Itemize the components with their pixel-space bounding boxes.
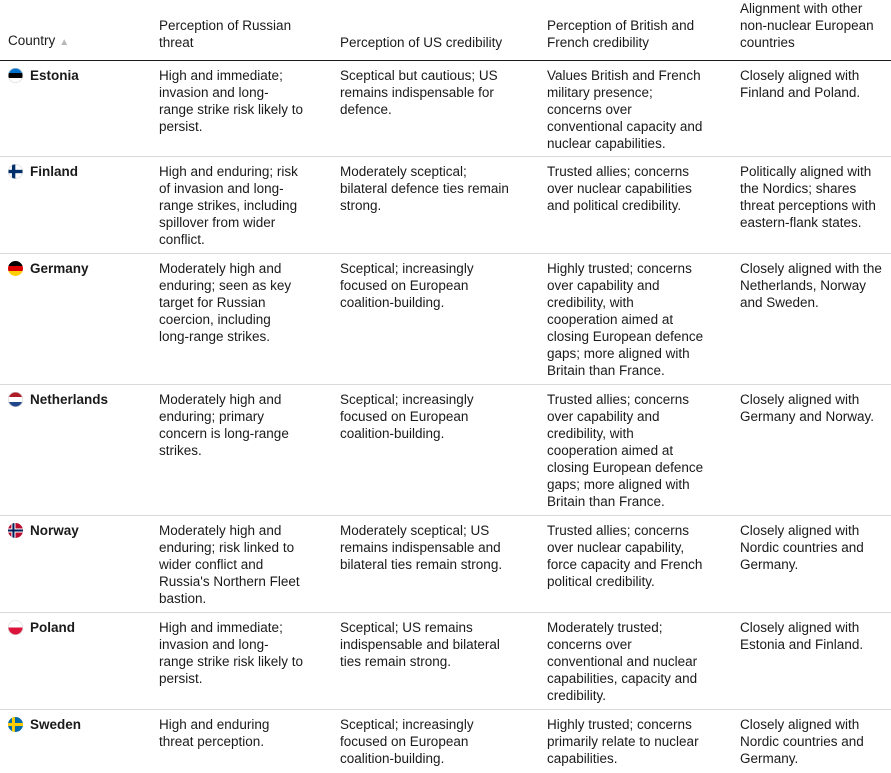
country-cell	[8, 260, 89, 277]
russian-threat-cell: High and immediate; invasion and long- range strike risk likely to persist.	[159, 68, 304, 134]
uk-fr-credibility-cell: Highly trusted; concerns primarily relate to nuclear capabilities.	[547, 717, 699, 766]
uk-fr-credibility-cell: Trusted allies; concerns over nuclear capabilities and political credibility.	[547, 164, 692, 213]
russian-threat-cell: High and immediate; invasion and long- range strike risk likely to persist.	[159, 620, 304, 686]
country-name: Estonia	[30, 68, 79, 83]
table-row	[0, 613, 891, 710]
us-credibility-cell: Sceptical; increasingly focused on European coalition-building.	[340, 717, 474, 766]
us-credibility-cell: Moderately sceptical; bilateral defence ties remain strong.	[340, 164, 509, 213]
table-row	[0, 157, 891, 254]
uk-fr-credibility-cell: Trusted allies; concerns over nuclear capability, force capacity and French political credibility.	[547, 523, 703, 589]
alignment-cell: Closely aligned with Germany and Norway.	[740, 392, 875, 424]
russian-threat-cell: Moderately high and enduring; seen as key target for Russian coercion, including long-range strikes.	[159, 261, 292, 344]
russian-threat-cell: Moderately high and enduring; risk linked to wider conflict and Russia's Northern Fleet bastion.	[159, 523, 300, 606]
flag-sweden-icon	[8, 717, 23, 732]
flag-finland-icon	[8, 164, 23, 179]
russian-threat-cell: High and enduring; risk of invasion and long- range strikes, including spillover from wider conflict.	[159, 164, 298, 247]
uk-fr-credibility-cell: Highly trusted; concerns over capability and credibility, with cooperation aimed at closing European defence gaps; more aligned with Britain than France.	[547, 261, 704, 378]
country-name: Norway	[30, 523, 79, 538]
flag-netherlands-icon	[8, 392, 23, 407]
alignment-cell: Closely aligned with Estonia and Finland.	[740, 620, 864, 652]
us-credibility-cell: Sceptical but cautious; US remains indispensable for defence.	[340, 68, 498, 117]
country-name: Poland	[30, 620, 76, 635]
country-cell	[8, 67, 79, 84]
column-header-us-credibility[interactable]: Perception of US credibility	[340, 35, 503, 50]
country-cell	[8, 619, 75, 636]
sort-ascending-icon[interactable]: ▲	[59, 37, 70, 48]
alignment-cell: Closely aligned with the Netherlands, Norway and Sweden.	[740, 261, 882, 310]
table-row	[0, 61, 891, 157]
table-row	[0, 385, 891, 516]
column-header-country[interactable]	[8, 32, 69, 51]
column-header-alignment[interactable]: Alignment with other non-nuclear European countries	[740, 1, 874, 50]
country-cell	[8, 391, 108, 408]
table-header	[0, 0, 891, 61]
flag-poland-icon	[8, 620, 23, 635]
flag-norway-icon	[8, 523, 23, 538]
alignment-cell: Closely aligned with Finland and Poland.	[740, 68, 861, 100]
country-name: Finland	[30, 164, 78, 179]
country-name: Sweden	[30, 717, 82, 732]
uk-fr-credibility-cell: Values British and French military presence; concerns over conventional capacity and nuclear capabilities.	[547, 68, 703, 151]
uk-fr-credibility-cell: Moderately trusted; concerns over conventional and nuclear capabilities, capacity and credibility.	[547, 620, 698, 703]
us-credibility-cell: Sceptical; US remains indispensable and bilateral ties remain strong.	[340, 620, 500, 669]
country-cell	[8, 163, 78, 180]
us-credibility-cell: Sceptical; increasingly focused on European coalition-building.	[340, 261, 474, 310]
column-header-russian-threat[interactable]: Perception of Russian threat	[159, 18, 292, 50]
country-name: Germany	[30, 261, 89, 276]
table-row	[0, 516, 891, 613]
us-credibility-cell: Sceptical; increasingly focused on European coalition-building.	[340, 392, 474, 441]
country-cell	[8, 716, 81, 733]
country-cell	[8, 522, 79, 539]
column-header-label: Country	[8, 33, 56, 48]
table-row	[0, 254, 891, 385]
table-row	[0, 710, 891, 773]
russian-threat-cell: Moderately high and enduring; primary concern is long-range strikes.	[159, 392, 289, 458]
uk-fr-credibility-cell: Trusted allies; concerns over capability and credibility, with cooperation aimed at closing European defence gaps; more aligned with Britain than France.	[547, 392, 704, 509]
column-header-uk-fr-credibility[interactable]: Perception of British and French credibility	[547, 18, 695, 50]
alignment-cell: Closely aligned with Nordic countries and Germany.	[740, 717, 864, 766]
alignment-cell: Politically aligned with the Nordics; shares threat perceptions with eastern-flank states.	[740, 164, 876, 230]
alignment-cell: Closely aligned with Nordic countries and Germany.	[740, 523, 864, 572]
flag-estonia-icon	[8, 68, 23, 83]
russian-threat-cell: High and enduring threat perception.	[159, 717, 270, 749]
us-credibility-cell: Moderately sceptical; US remains indispensable and bilateral ties remain strong.	[340, 523, 503, 572]
flag-germany-icon	[8, 261, 23, 276]
country-name: Netherlands	[30, 392, 109, 407]
